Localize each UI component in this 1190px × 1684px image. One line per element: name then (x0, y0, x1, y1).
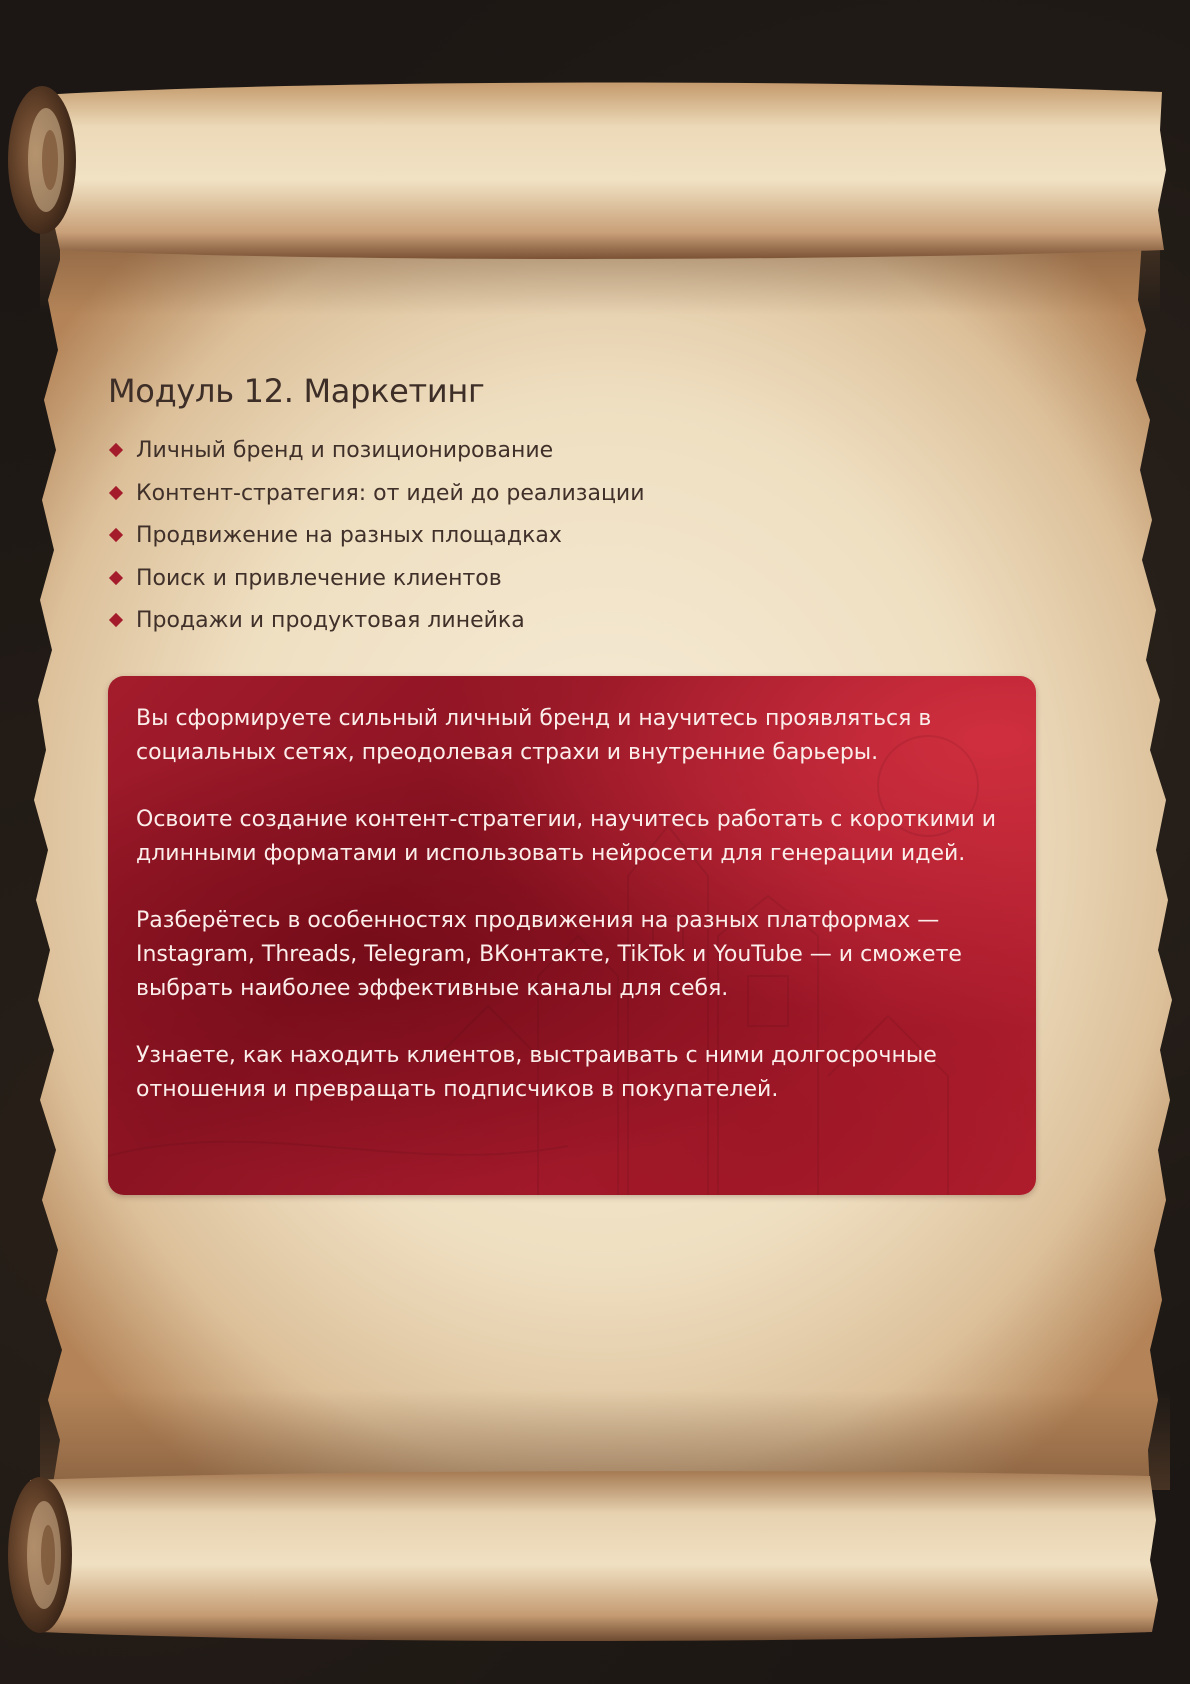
topic-label: Личный бренд и позиционирование (136, 438, 554, 463)
bottom-roll (30, 1471, 1158, 1641)
description-paragraph: Освоите создание контент-стратегии, научитесь работать с короткими и длинными форматами и использовать нейросети для генерации идей. (136, 807, 997, 866)
module-title: Модуль 12. Маркетинг (108, 372, 485, 410)
list-item (108, 558, 645, 601)
description-paragraph: Разберётесь в особенностях продвижения на разных платформах — Instagram, Threads, Telegram, ВКонтакте, TikTok и YouTube — и сможете выбрать наиболее эффективные каналы для себя. (136, 908, 962, 1001)
red-diamond-bullet-icon (109, 485, 123, 499)
red-diamond-bullet-icon (109, 613, 123, 627)
top-roll (40, 83, 1166, 259)
list-item (108, 473, 645, 516)
topic-label: Продажи и продуктовая линейка (136, 608, 525, 633)
red-diamond-bullet-icon (109, 528, 123, 542)
description-card (108, 676, 1036, 1195)
topic-label: Продвижение на разных площадках (136, 523, 562, 548)
description-paragraph: Вы сформируете сильный личный бренд и научитесь проявляться в социальных сетях, преодолевая страхи и внутренние барьеры. (136, 706, 932, 765)
red-diamond-bullet-icon (109, 443, 123, 457)
topic-label: Контент-стратегия: от идей до реализации (136, 480, 645, 506)
description-paragraph: Узнаете, как находить клиентов, выстраивать с ними долгосрочные отношения и превращать подписчиков в покупателей. (136, 1043, 937, 1102)
topic-label: Поиск и привлечение клиентов (136, 565, 502, 591)
list-item (108, 430, 645, 473)
list-item (108, 515, 645, 558)
description-text (136, 702, 1016, 1107)
list-item (108, 600, 645, 643)
red-diamond-bullet-icon (109, 570, 123, 584)
topic-list (108, 430, 645, 643)
